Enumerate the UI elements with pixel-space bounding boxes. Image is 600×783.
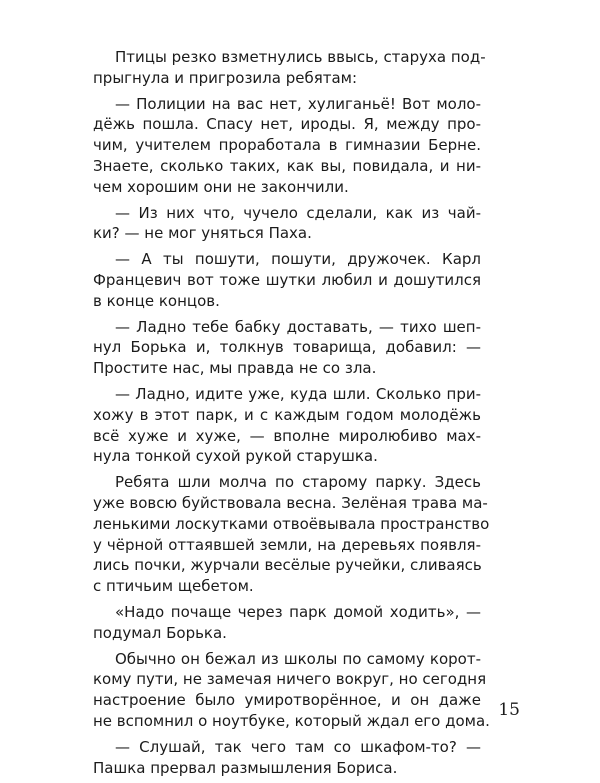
text-line: «Надо почаще через парк домой ходить», — xyxy=(115,602,481,621)
text-line: настроение было умиротворённое, и он даже xyxy=(93,691,481,710)
text-line: чим, учителем проработала в гимназии Берне. xyxy=(93,136,481,155)
text-line: уже вовсю буйствовала весна. Зелёная трава ма- xyxy=(93,493,488,512)
text-line: Францевич вот тоже шутки любил и дошутился xyxy=(93,270,481,289)
text-line: дёжь пошла. Спасу нет, ироды. Я, между про- xyxy=(93,115,481,134)
paragraph xyxy=(93,602,481,644)
paragraph xyxy=(93,249,481,311)
text-line: Пашка прервал размышления Бориса. xyxy=(93,758,398,777)
text-line: Обычно он бежал из школы по самому корот- xyxy=(115,649,481,668)
text-line: Птицы резко взметнулись ввысь, старуха под- xyxy=(115,48,486,66)
paragraph xyxy=(93,317,481,379)
text-line: — Ладно, идите уже, куда шли. Сколько при- xyxy=(115,384,481,403)
text-line: — Слушай, так чего там со шкафом-то? — xyxy=(115,737,481,756)
text-line: лись почки, журчали весёлые ручейки, сливаясь xyxy=(93,556,482,575)
text-line: ленькими лоскутками отвоёвывала пространство xyxy=(93,514,490,533)
text-line: хожу в этот парк, и с каждым годом молодёжь xyxy=(93,405,481,424)
text-line: ки? — не мог уняться Паха. xyxy=(93,224,312,243)
text-line: — А ты пошути, пошути, дружочек. Карл xyxy=(115,250,481,269)
paragraph xyxy=(93,649,490,732)
text-line: подумал Борька. xyxy=(93,623,227,642)
text-line: нула тонкой сухой рукой старушка. xyxy=(93,447,378,466)
text-line: Простите нас, мы правда не со зла. xyxy=(93,359,377,378)
text-line: не вспомнил о ноутбуке, который ждал его дома. xyxy=(93,711,490,730)
text-line: у чёрной оттаявшей земли, на деревьях появля- xyxy=(93,535,481,554)
text-line: кому пути, не замечая ничего вокруг, но сегодня xyxy=(93,670,487,689)
paragraph xyxy=(93,472,490,597)
page-number: 15 xyxy=(498,700,520,720)
text-line: — Из них что, чучело сделали, как из чай- xyxy=(115,203,481,222)
body-text xyxy=(93,47,490,783)
text-line: Знаете, сколько таких, как вы, повидала, и ни- xyxy=(93,156,481,175)
paragraph xyxy=(93,384,481,467)
text-line: — Ладно тебе бабку доставать, — тихо шеп- xyxy=(115,317,481,336)
text-line: — Полиции на вас нет, хулиганьё! Вот моло- xyxy=(115,94,481,113)
text-line: Ребята шли молча по старому парку. Здесь xyxy=(115,473,481,492)
paragraph xyxy=(93,94,481,198)
paragraph xyxy=(93,737,481,779)
text-line: чем хорошим они не закончили. xyxy=(93,177,349,196)
paragraph xyxy=(93,203,481,245)
text-line: прыгнула и пригрозила ребятам: xyxy=(93,68,358,87)
paragraph xyxy=(93,47,486,89)
text-line: всё хуже и хуже, — вполне миролюбиво мах- xyxy=(93,426,481,445)
text-line: в конце концов. xyxy=(93,291,220,310)
text-line: с птичьим щебетом. xyxy=(93,577,254,596)
text-line: нул Борька и, толкнув товарища, добавил: — xyxy=(93,338,481,357)
